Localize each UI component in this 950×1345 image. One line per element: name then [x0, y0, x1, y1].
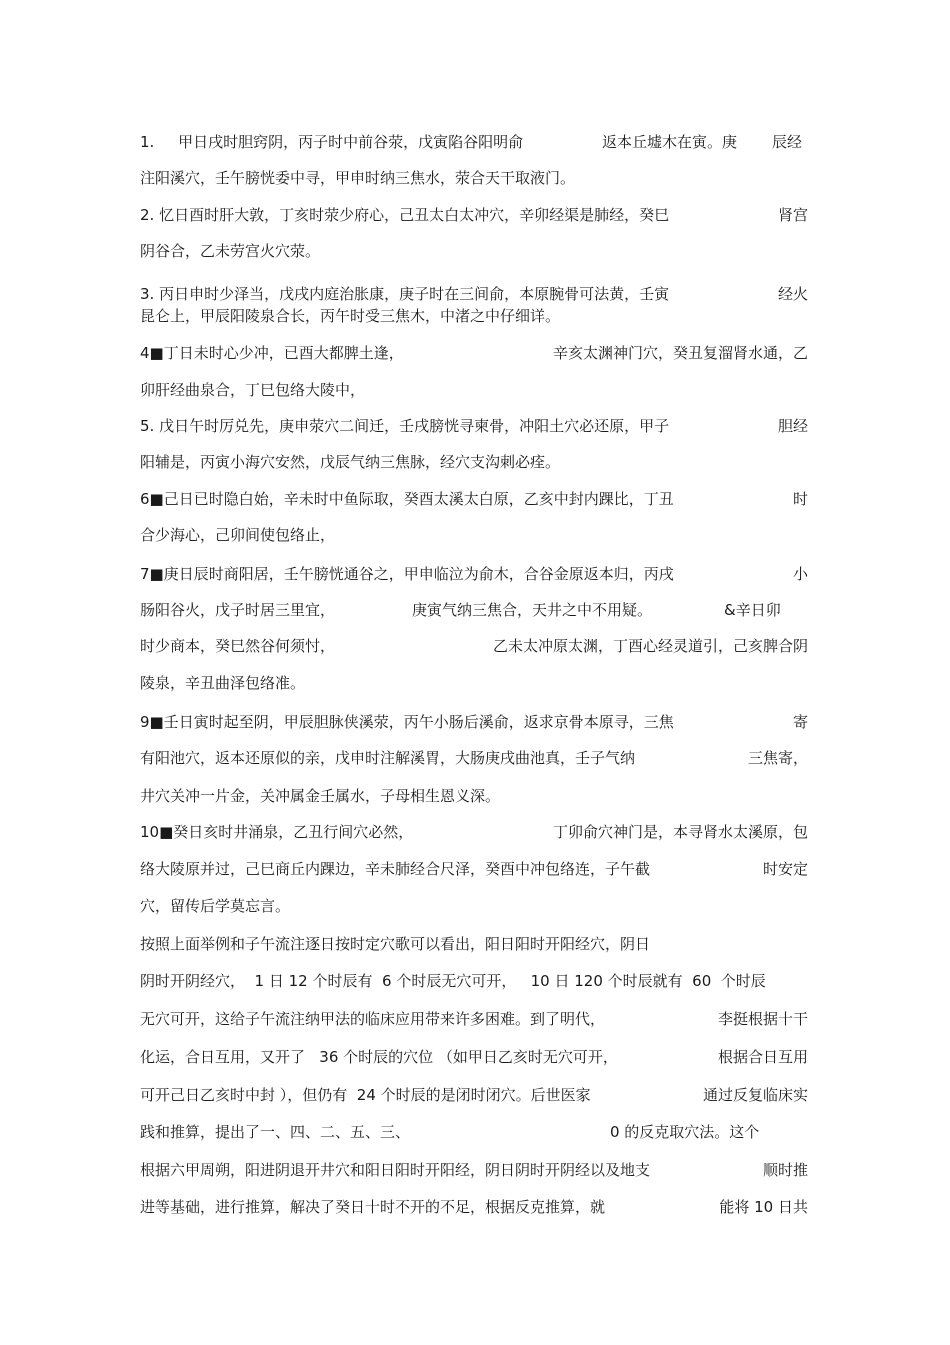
text-segment: 化运，合日互用，又开了 36 个时辰的穴位 （如甲日乙亥时无穴可开， [140, 1048, 618, 1066]
text-segment: 阴时开阴经穴， 1 日 12 个时辰有 6 个时辰无穴可开， 10 日 120 个时辰就有 60 个时辰 [140, 972, 766, 990]
text-segment: 9■壬日寅时起至阴，甲辰胆脉侠溪荥，丙午小肠后溪俞，返求京骨本原寻，三焦 [140, 713, 674, 731]
text-segment: 阴谷合，乙未劳宫火穴荥。 [140, 242, 321, 260]
text-segment: 丁卯俞穴神门是，本寻肾水太溪原，包 [552, 823, 808, 841]
text-line [140, 673, 808, 693]
text-line [140, 600, 808, 620]
text-segment: 络大陵原并过，己巳商丘内踝边，辛未肺经合尺泽，癸酉中冲包络连，子午截 [140, 860, 651, 878]
text-segment: 肾宫 [777, 206, 808, 224]
text-segment: 无穴可开，这给子午流注纳甲法的临床应用带来许多困难。到了明代， [140, 1010, 606, 1028]
text-segment: 时少商本，癸巳然谷何须忖， [140, 637, 336, 655]
text-segment: 顺时推 [762, 1161, 808, 1179]
text-segment: 肠阳谷火，戊子时居三里宜， [140, 601, 336, 619]
text-segment: 乙未太冲原太渊，丁酉心经灵道引，己亥脾合阴 [492, 637, 808, 655]
text-segment: 可开己日乙亥时中封 ），但仍有 24 个时辰的是闭时闭穴。后世医家 [140, 1086, 591, 1104]
text-line [140, 1047, 808, 1067]
text-segment: 辛亥太渊神门穴，癸丑复溜肾水通，乙 [552, 344, 808, 362]
text-line [140, 452, 808, 472]
text-line [140, 525, 808, 545]
text-segment: 通过反复临床实 [702, 1086, 808, 1104]
text-segment: 10■癸日亥时井涌泉，乙丑行间穴必然， [140, 823, 414, 841]
text-segment: 7■庚日辰时商阳居，壬午膀恍通谷之，甲申临泣为俞木，合谷金原返本归，丙戌 [140, 565, 674, 583]
text-segment: 井穴关冲一片金，关冲属金壬属水，子母相生恩义深。 [140, 787, 501, 805]
text-segment: 4■丁日未时心少冲，已酉大都脾土逢， [140, 344, 404, 362]
text-segment: 根据六甲周朔，阳进阴退开井穴和阳日阳时开阳经，阴日阴时开阴经以及地支 [140, 1161, 651, 1179]
text-segment: 根据合日互用 [717, 1048, 808, 1066]
text-segment: 3. 丙日申时少泽当，戊戌内庭治胀康，庚子时在三间俞，本原腕骨可法黄，壬寅 [140, 285, 670, 303]
text-line [140, 1122, 808, 1142]
text-segment: 合少海心，己卯间使包络止， [140, 526, 336, 544]
text-segment: 寄 [792, 713, 808, 731]
text-segment: 6■己日已时隐白始，辛未时中鱼际取，癸酉太溪太白原，乙亥中封内踝比，丁丑 [140, 490, 674, 508]
text-segment: 2. 忆日酉时肝大敦，丁亥时荥少府心，己丑太白太冲穴，辛卯经渠是肺经，癸巳 [140, 206, 670, 224]
text-line [140, 489, 808, 509]
text-line [140, 971, 808, 991]
text-line [140, 786, 808, 806]
text-segment: 时安定 [762, 860, 808, 878]
text-line [140, 284, 808, 304]
text-segment: 卯肝经曲泉合，丁巳包络大陵中， [140, 381, 366, 399]
text-line [140, 1197, 808, 1217]
text-segment: 小 [792, 565, 808, 583]
text-segment: 按照上面举例和子午流注逐日按时定穴歌可以看出，阳日阳时开阳经穴，阴日 [140, 935, 651, 953]
text-segment: 穴，留传后学莫忘言。 [140, 897, 291, 915]
text-segment: 能将 10 日共 [719, 1198, 808, 1216]
text-segment: 1. 甲日戌时胆窍阴，丙子时中前谷荥，戊寅陷谷阳明俞 [140, 133, 524, 151]
text-segment: 三焦寄， [747, 749, 808, 767]
text-segment: 经火 [777, 285, 808, 303]
text-segment: 返本丘墟木在寅。庚 [602, 133, 738, 151]
text-line [140, 1160, 808, 1180]
text-line [140, 934, 808, 954]
text-line [140, 343, 808, 363]
text-line [140, 636, 808, 656]
text-line [140, 306, 808, 326]
text-line [140, 1085, 808, 1105]
text-line [140, 241, 808, 261]
text-segment: 进等基础，进行推算，解决了癸日十时不开的不足，根据反克推算，就 [140, 1198, 606, 1216]
text-segment: 0 的反克取穴法。这个 [610, 1123, 760, 1141]
text-segment: 昆仑上，甲辰阳陵泉合长，丙午时受三焦木，中渚之中仔细详。 [140, 307, 561, 325]
text-segment: 辰经 [772, 133, 803, 151]
text-line [140, 822, 808, 842]
text-line [140, 712, 808, 732]
text-segment: 庚寅气纳三焦合，天井之中不用疑。 [412, 601, 653, 619]
text-segment: 注阳溪穴，壬午膀恍委中寻，甲申时纳三焦水，荥合天干取液门。 [140, 169, 576, 187]
text-segment: 陵泉，辛丑曲泽包络准。 [140, 674, 306, 692]
text-line [140, 748, 808, 768]
text-line [140, 416, 808, 436]
text-line [140, 380, 808, 400]
text-line [140, 564, 808, 584]
text-line [140, 859, 808, 879]
text-segment: 5. 戊日午时厉兑先，庚申荥穴二间迁，壬戌膀恍寻柬骨，冲阳土穴必还原，甲子 [140, 417, 670, 435]
text-line [140, 1009, 808, 1029]
text-line [140, 132, 808, 152]
text-segment: 李挺根据十干 [717, 1010, 808, 1028]
text-line [140, 896, 808, 916]
text-segment: &辛日卯 [724, 601, 781, 619]
text-segment: 阳辅是，丙寅小海穴安然，戊辰气纳三焦脉，经穴支沟刺必痊。 [140, 453, 561, 471]
text-segment: 胆经 [777, 417, 808, 435]
text-line [140, 205, 808, 225]
text-line [140, 168, 808, 188]
text-segment: 有阳池穴，返本还原似的亲，戊申时注解溪胃，大肠庚戌曲池真，壬子气纳 [140, 749, 636, 767]
text-segment: 时 [792, 490, 808, 508]
text-segment: 践和推算，提出了一、四、二、五、三、 [140, 1123, 411, 1141]
